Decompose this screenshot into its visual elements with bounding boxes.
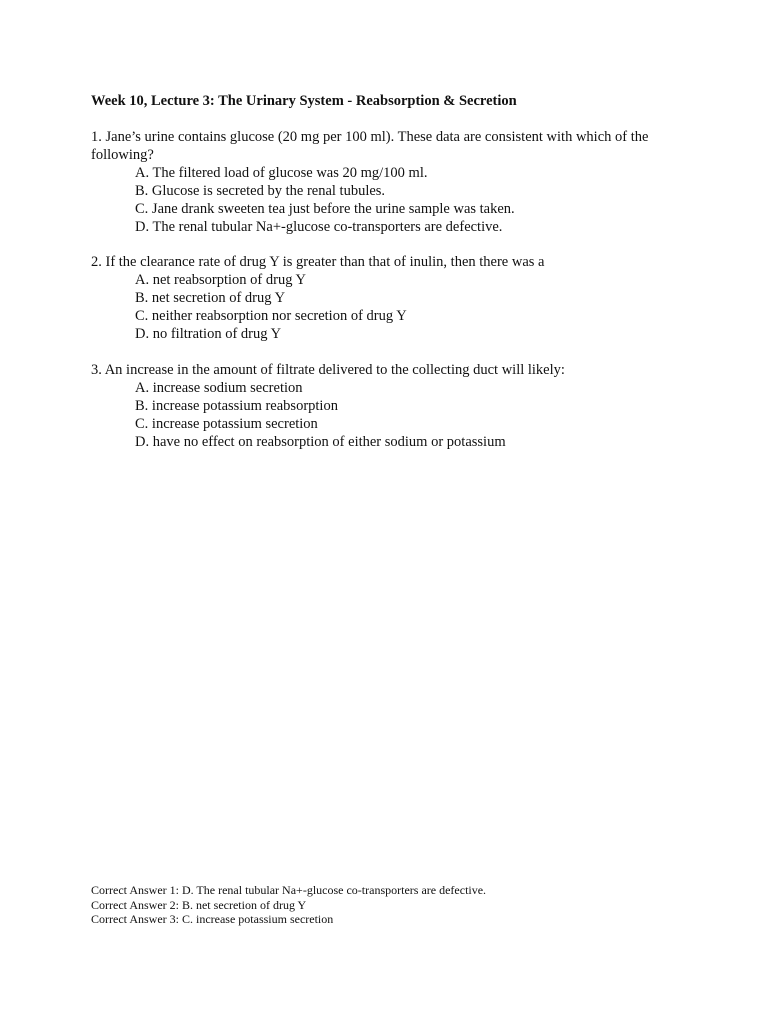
page-title: Week 10, Lecture 3: The Urinary System - Reabsorption & Secretion [91,93,517,109]
option-b: B. net secretion of drug Y [135,290,286,306]
option-c: C. Jane drank sweeten tea just before the urine sample was taken. [135,201,515,217]
answer-key-line-2: Correct Answer 2: B. net secretion of drug Y [91,897,307,912]
option-a: A. increase sodium secretion [135,380,303,396]
option-c: C. increase potassium secretion [135,416,318,432]
option-b: B. Glucose is secreted by the renal tubules. [135,183,386,199]
answer-options [91,164,691,236]
answer-key-line-1: Correct Answer 1: D. The renal tubular Na+-glucose co-transporters are defective. [91,883,487,897]
answer-key-line-3: Correct Answer 3: C. increase potassium secretion [91,912,334,926]
question-stem: 3. An increase in the amount of filtrate delivered to the collecting duct will likely: [91,362,565,378]
option-b: B. increase potassium reabsorption [135,398,338,414]
option-c: C. neither reabsorption nor secretion of drug Y [135,308,407,324]
question-stem: 1. Jane’s urine contains glucose (20 mg per 100 ml). These data are consistent with which of the following? [91,129,649,163]
option-d: D. no filtration of drug Y [135,326,282,342]
question-1 [91,128,691,236]
question-stem: 2. If the clearance rate of drug Y is greater than that of inulin, then there was a [91,254,545,270]
answer-options [91,379,691,451]
option-d: D. have no effect on reabsorption of either sodium or potassium [135,434,506,450]
answer-key [91,883,486,927]
option-d: D. The renal tubular Na+-glucose co-transporters are defective. [135,219,503,235]
answer-options [91,271,691,343]
question-2 [91,253,691,343]
question-3 [91,361,691,451]
option-a: A. net reabsorption of drug Y [135,272,307,288]
option-a: A. The filtered load of glucose was 20 mg/100 ml. [135,165,428,181]
